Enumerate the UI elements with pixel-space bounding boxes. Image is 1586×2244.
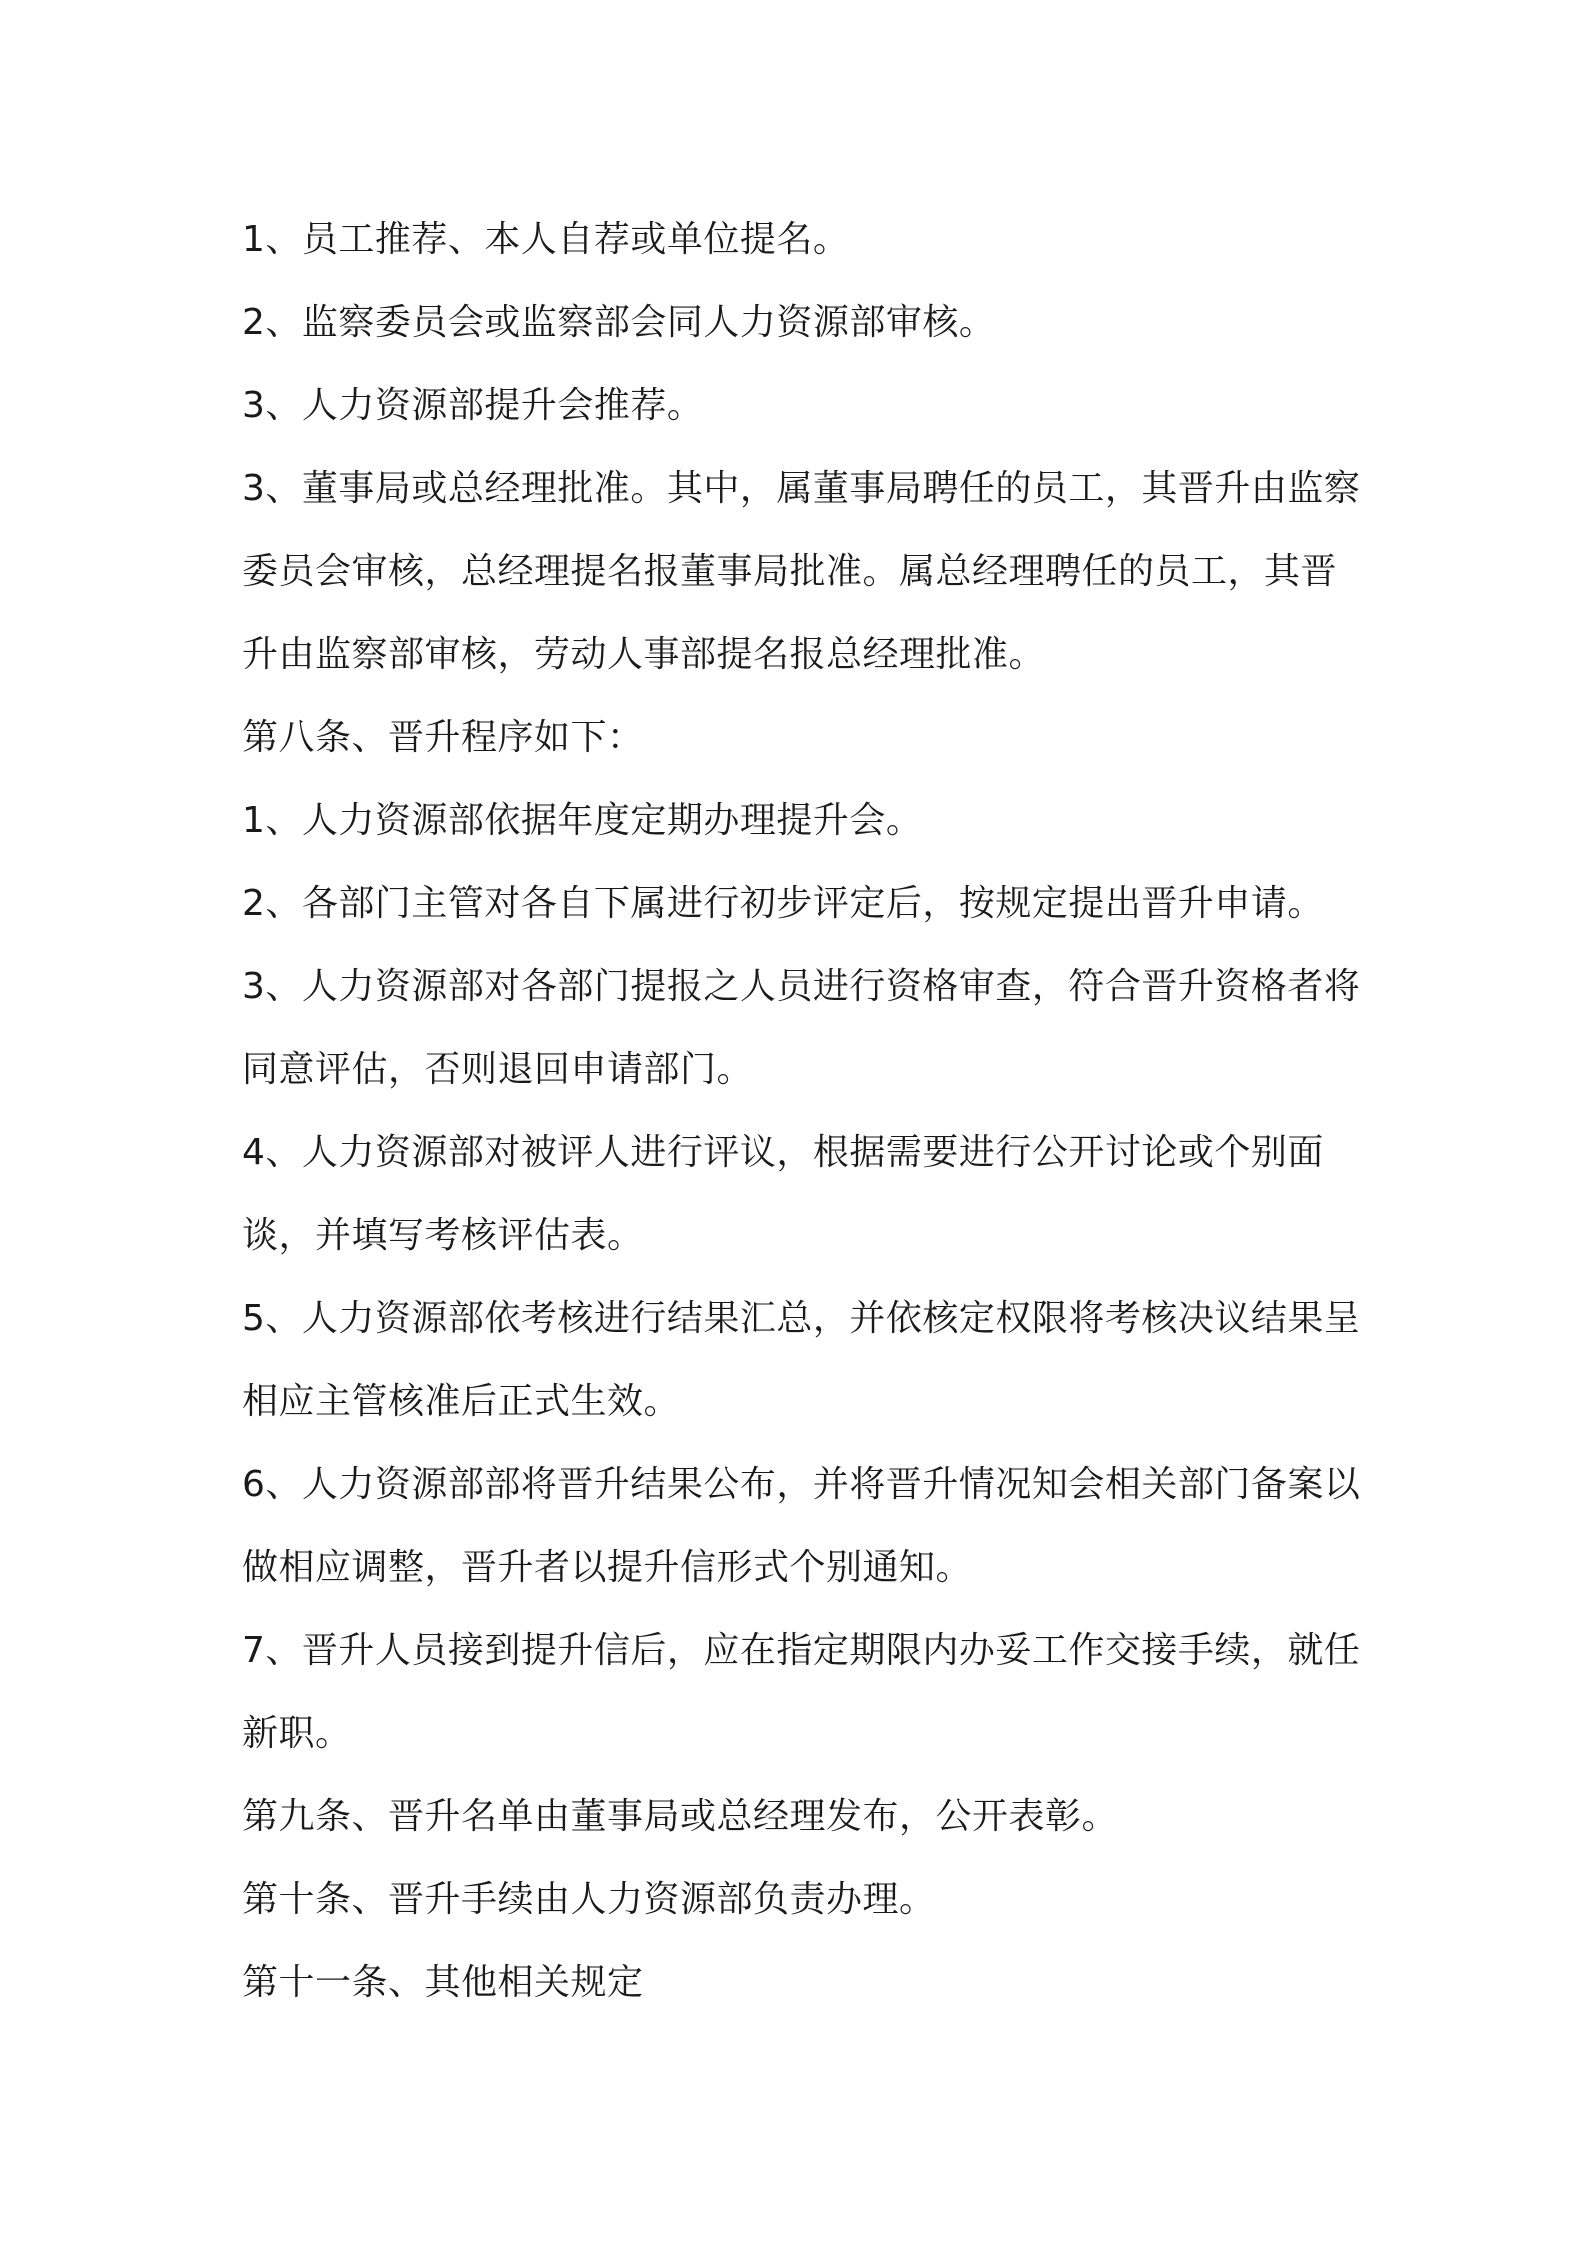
article-8-heading: 第八条、晋升程序如下：	[242, 717, 644, 758]
procedure-step-2: 2、各部门主管对各自下属进行初步评定后，按规定提出晋升申请。	[242, 883, 1324, 924]
paragraph-approval: 3、董事局或总经理批准。其中，属董事局聘任的员工，其晋升由监察委员会审核，总经理提名报董事局批准。属总经理聘任的员工，其晋升由监察部审核，劳动人事部提名报总经理批准。	[242, 468, 1361, 675]
paragraph-recommendation: 3、人力资源部提升会推荐。	[242, 385, 704, 426]
paragraph-review: 2、监察委员会或监察部会同人力资源部审核。	[242, 302, 996, 343]
document-body	[242, 198, 1362, 2024]
procedure-step-3: 3、人力资源部对各部门提报之人员进行资格审查，符合晋升资格者将同意评估，否则退回申请部门。	[242, 966, 1361, 1090]
article-11-heading: 第十一条、其他相关规定	[242, 1962, 644, 2003]
procedure-step-1: 1、人力资源部依据年度定期办理提升会。	[242, 800, 923, 841]
procedure-step-4: 4、人力资源部对被评人进行评议，根据需要进行公开讨论或个别面谈，并填写考核评估表。	[242, 1132, 1324, 1256]
paragraph-nomination: 1、员工推荐、本人自荐或单位提名。	[242, 219, 850, 260]
procedure-step-5: 5、人力资源部依考核进行结果汇总，并依核定权限将考核决议结果呈相应主管核准后正式生效。	[242, 1298, 1361, 1422]
article-9: 第九条、晋升名单由董事局或总经理发布，公开表彰。	[242, 1796, 1119, 1837]
procedure-step-7: 7、晋升人员接到提升信后，应在指定期限内办妥工作交接手续，就任新职。	[242, 1630, 1361, 1754]
article-10: 第十条、晋升手续由人力资源部负责办理。	[242, 1879, 936, 1920]
procedure-step-6: 6、人力资源部部将晋升结果公布，并将晋升情况知会相关部门备案以做相应调整，晋升者以提升信形式个别通知。	[242, 1464, 1361, 1588]
